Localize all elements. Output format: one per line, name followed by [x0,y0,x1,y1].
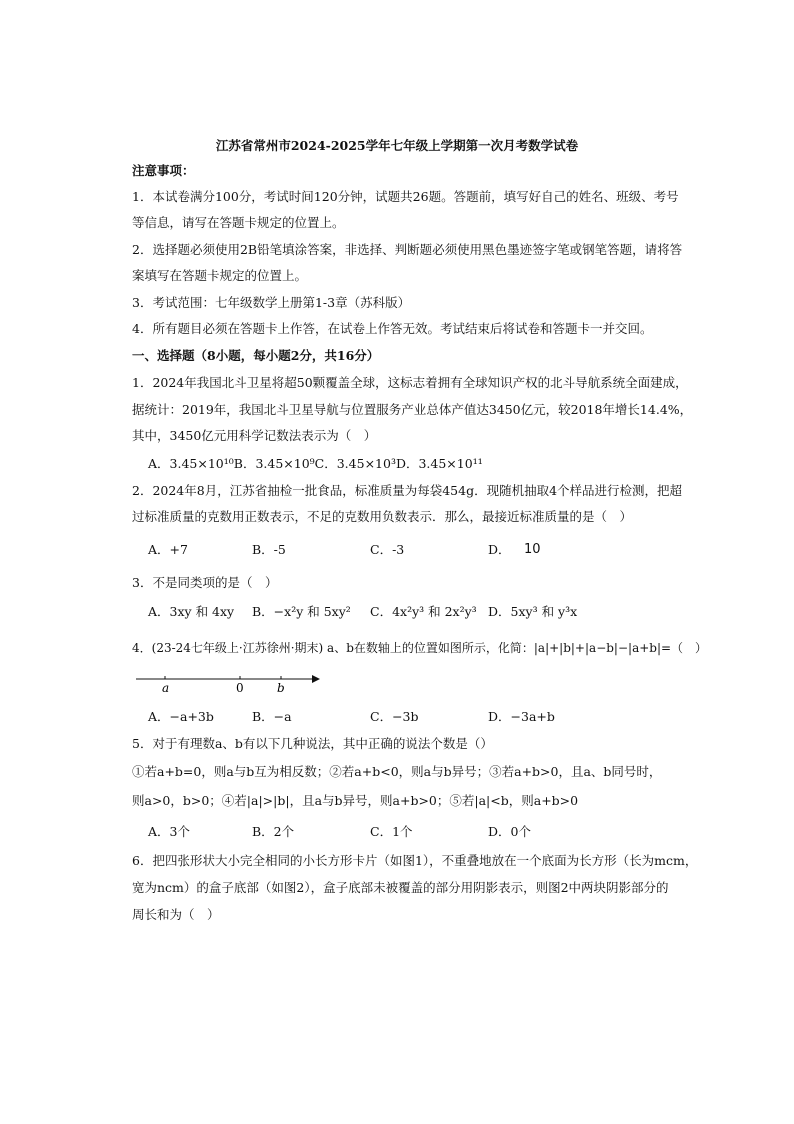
q6-line-2: 宽为ncm）的盒子底部（如图2），盒子底部未被覆盖的部分用阴影表示，则图2中两块阴影部分的 [132,880,669,895]
section-heading: 一、选择题（8小题，每小题2分，共16分） [132,348,380,363]
q2-option-d-value: 10 [524,542,541,557]
q3-option-c: C．4x²y³ 和 2x²y³ [370,604,477,619]
q6-line-1: 6．把四张形状大小完全相同的小长方形卡片（如图1），不重叠地放在一个底面为长方形（长为mcm， [132,853,698,868]
q5-line-1: 5．对于有理数a、b有以下几种说法，其中正确的说法个数是（） [132,736,493,751]
axis-label-a: a [162,681,170,695]
axis-label-0: 0 [236,681,244,695]
notice-2-line-2: 案填写在答题卡规定的位置上。 [132,268,308,283]
q4-option-d: D．−3a+b [488,709,555,724]
q5-line-3: 则a>0，b>0；④若|a|>|b|，且a与b异号，则a+b>0；⑤若|a|<b，则a+b>0 [132,793,579,808]
q2-line-2: 过标准质量的克数用正数表示，不足的克数用负数表示．那么，最接近标准质量的是（ ） [132,509,633,524]
q3-option-a: A．3xy 和 4xy [148,604,235,619]
q2-option-d-label: D． [488,542,511,557]
q5-option-b: B．2个 [252,824,295,839]
q6-line-3: 周长和为（ ） [132,907,220,922]
q4-line-1: 4．(23-24七年级上·江苏徐州·期末) a、b在数轴上的位置如图所示，化简：|a|+|b|+|a−b|−|a+b|=（ ） [132,641,708,655]
notice-4: 4．所有题目必须在答题卡上作答，在试卷上作答无效。考试结束后将试卷和答题卡一并交回。 [132,321,653,336]
q4-option-c: C．−3b [370,709,419,724]
notice-2-line-1: 2．选择题必须使用2B铅笔填涂答案，非选择、判断题必须使用黑色墨迹签字笔或钢笔答题，请将答 [132,242,683,257]
q1-options: A．3.45×10¹⁰B．3.45×10⁹C．3.45×10³D．3.45×10¹¹ [148,456,483,471]
notice-heading: 注意事项： [132,163,195,178]
q4-option-b: B．−a [252,709,292,724]
q5-option-d: D．0个 [488,824,531,839]
q5-option-a: A．3个 [148,824,190,839]
q5-option-c: C．1个 [370,824,413,839]
number-line-figure [136,670,321,698]
q2-option-b: B．-5 [252,542,286,557]
notice-1-line-1: 1．本试卷满分100分，考试时间120分钟，试题共26题。答题前，填写好自己的姓名、班级、考号 [132,189,679,204]
q2-line-1: 2．2024年8月，江苏省抽检一批食品，标准质量为每袋454g．现随机抽取4个样品进行检测，把超 [132,483,683,498]
q2-option-a: A．+7 [148,542,188,557]
q3-option-d: D．5xy³ 和 y³x [488,604,578,619]
axis-label-b: b [277,681,285,695]
notice-3: 3．考试范围：七年级数学上册第1-3章（苏科版） [132,295,411,310]
page-title: 江苏省常州市2024-2025学年七年级上学期第一次月考数学试卷 [215,138,579,153]
q1-line-3: 其中，3450亿元用科学记数法表示为（ ） [132,428,377,443]
number-line-arrow [312,675,320,683]
notice-1-line-2: 等信息，请写在答题卡规定的位置上。 [132,215,345,230]
q4-option-a: A．−a+3b [148,709,214,724]
q1-line-2: 据统计：2019年，我国北斗卫星导航与位置服务产业总体产值达3450亿元，较2018年增长14.4%， [132,402,693,417]
q3-option-b: B．−x²y 和 5xy² [252,604,351,619]
q1-line-1: 1．2024年我国北斗卫星将超50颗覆盖全球，这标志着拥有全球知识产权的北斗导航系统全面建成， [132,375,688,390]
q2-option-c: C．-3 [370,542,405,557]
q5-line-2: ①若a+b=0，则a与b互为相反数；②若a+b<0，则a与b异号；③若a+b>0，且a、b同号时， [132,764,662,779]
q3-line-1: 3．不是同类项的是（ ） [132,575,278,590]
